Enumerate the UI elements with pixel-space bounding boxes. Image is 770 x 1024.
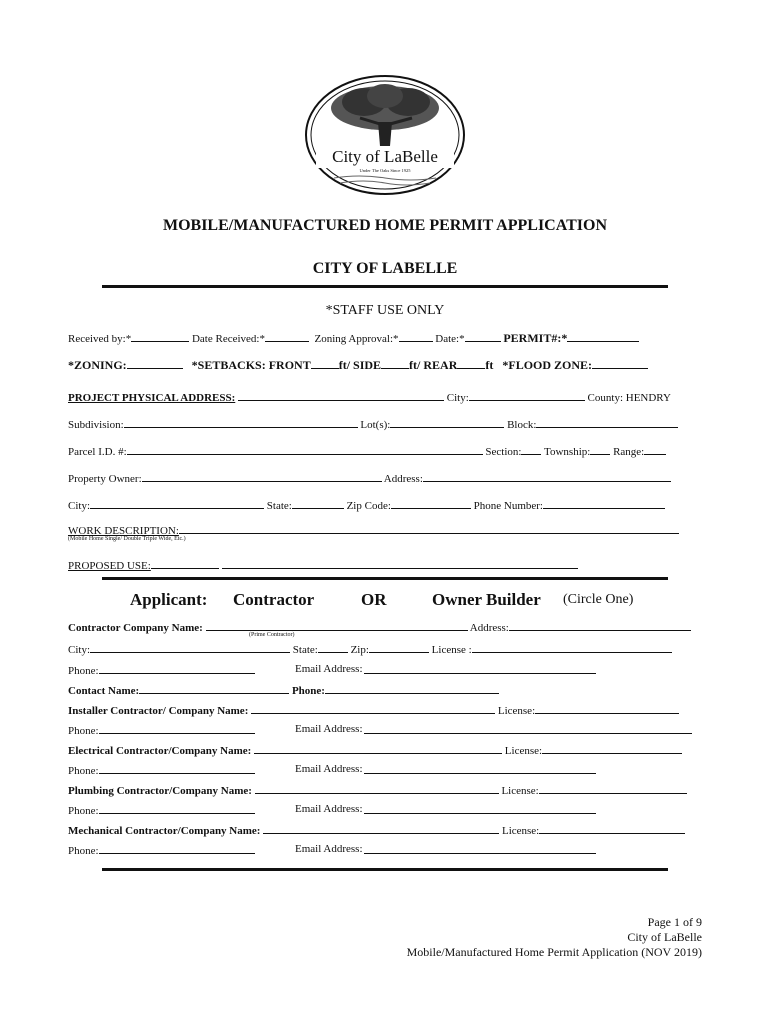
plumbing-row: [68, 783, 698, 797]
work-description-row: [68, 523, 698, 537]
range-field[interactable]: [644, 444, 666, 455]
mechanical-company-label: Mechanical Contractor/Company Name:: [68, 825, 261, 837]
footer-org: City of LaBelle: [627, 930, 702, 944]
setback-rear-field[interactable]: [457, 358, 485, 369]
page-title: MOBILE/MANUFACTURED HOME PERMIT APPLICATION: [162, 217, 607, 234]
proposed-use-label: PROPOSED USE:: [68, 560, 151, 572]
contractor-email-field[interactable]: [364, 663, 596, 674]
block-label: Block:: [507, 419, 537, 431]
page-footer: [407, 915, 702, 960]
contractor-email-label: Email Address:: [295, 663, 363, 675]
contractor-city-field[interactable]: [90, 642, 290, 653]
page-subtitle: CITY OF LABELLE: [312, 260, 458, 277]
contractor-city-row: [68, 642, 698, 656]
property-owner-label: Property Owner:: [68, 473, 142, 485]
section-field[interactable]: [521, 444, 541, 455]
zoning-approval-label: Zoning Approval:*: [314, 333, 399, 345]
installer-phone-row: [68, 723, 698, 737]
electrical-email-label: Email Address:: [295, 763, 363, 775]
contractor-state-label: State:: [292, 644, 318, 656]
divider: [102, 577, 668, 580]
mechanical-company-field[interactable]: [263, 823, 499, 834]
plumbing-email-label: Email Address:: [295, 803, 363, 815]
county-label: County: HENDRY: [587, 392, 671, 404]
owner-zip-field[interactable]: [391, 498, 471, 509]
owner-state-field[interactable]: [292, 498, 344, 509]
installer-company-field[interactable]: [251, 703, 495, 714]
range-label: Range:: [613, 446, 645, 458]
proposed-use-field-2[interactable]: [222, 558, 578, 569]
plumbing-license-label: License:: [501, 785, 539, 797]
project-address-row: [68, 390, 698, 404]
electrical-license-label: License:: [504, 745, 543, 757]
permit-label: PERMIT#:*: [503, 331, 568, 345]
plumbing-phone-row: [68, 803, 698, 817]
contractor-license-field[interactable]: [472, 642, 672, 653]
project-city-field[interactable]: [469, 390, 585, 401]
contractor-address-label: Address:: [469, 622, 509, 634]
divider: [102, 868, 668, 871]
permit-field[interactable]: [567, 331, 639, 342]
contractor-company-field[interactable]: [206, 620, 468, 631]
subdivision-row: [68, 417, 698, 431]
electrical-company-label: Electrical Contractor/Company Name:: [68, 745, 252, 757]
installer-license-label: License:: [497, 705, 536, 717]
electrical-phone-row: [68, 763, 698, 777]
side-label: ft/ SIDE: [338, 358, 382, 372]
installer-row: [68, 703, 698, 717]
electrical-phone-field[interactable]: [99, 763, 255, 774]
plumbing-company-label: Plumbing Contractor/Company Name:: [68, 785, 252, 797]
city-logo-seal: [304, 74, 466, 196]
flood-zone-label: *FLOOD ZONE:: [502, 358, 593, 372]
installer-phone-label: Phone:: [68, 725, 99, 737]
footer-doc-title: Mobile/Manufactured Home Permit Application (NOV 2019): [406, 945, 702, 959]
contractor-company-label: Contractor Company Name:: [68, 622, 203, 634]
owner-city-field[interactable]: [90, 498, 264, 509]
township-field[interactable]: [590, 444, 610, 455]
date-received-label: Date Received:*: [191, 333, 265, 345]
contractor-zip-field[interactable]: [369, 642, 429, 653]
setback-front-field[interactable]: [311, 358, 339, 369]
divider: [102, 285, 668, 288]
installer-company-label: Installer Contractor/ Company Name:: [68, 705, 249, 717]
project-address-label: PROJECT PHYSICAL ADDRESS:: [68, 392, 236, 404]
electrical-company-field[interactable]: [254, 743, 502, 754]
applicant-label: Applicant:: [130, 590, 208, 609]
plumbing-phone-field[interactable]: [99, 803, 255, 814]
mechanical-phone-field[interactable]: [99, 843, 255, 854]
work-description-hint: (Mobile Home Single/ Double Triple Wide, Etc.): [68, 536, 186, 542]
section-label: Section:: [485, 446, 522, 458]
township-label: Township:: [544, 446, 591, 458]
date-received-field[interactable]: [265, 331, 309, 342]
plumbing-email-field[interactable]: [364, 803, 596, 814]
date-label: Date:*: [435, 333, 465, 345]
plumbing-phone-label: Phone:: [68, 805, 99, 817]
or-label: OR: [361, 590, 387, 609]
electrical-row: [68, 743, 698, 757]
ft-label: ft: [485, 358, 494, 372]
lots-label: Lot(s):: [360, 419, 391, 431]
setbacks-label: *SETBACKS: FRONT: [191, 358, 311, 372]
owner-address-field[interactable]: [423, 471, 671, 482]
electrical-license-field[interactable]: [542, 743, 682, 754]
received-by-label: Received by:*: [68, 333, 132, 345]
staff-use-heading: *STAFF USE ONLY: [325, 303, 445, 318]
circle-one-hint: (Circle One): [563, 592, 634, 607]
contact-name-field[interactable]: [139, 683, 289, 694]
contractor-phone-row: [68, 663, 698, 677]
proposed-use-row: [68, 558, 698, 572]
contact-phone-label: Phone:: [291, 685, 325, 697]
installer-phone-field[interactable]: [99, 723, 255, 734]
owner-phone-field[interactable]: [543, 498, 665, 509]
installer-license-field[interactable]: [535, 703, 679, 714]
lots-field[interactable]: [390, 417, 504, 428]
owner-city-label: City:: [68, 500, 91, 512]
proposed-use-field-1[interactable]: [151, 558, 219, 569]
setback-side-field[interactable]: [381, 358, 409, 369]
contractor-license-label: License :: [431, 644, 472, 656]
staff-row-2: [68, 358, 698, 373]
block-field[interactable]: [536, 417, 678, 428]
mechanical-email-label: Email Address:: [295, 843, 363, 855]
installer-email-field[interactable]: [364, 723, 692, 734]
subdivision-label: Subdivision:: [68, 419, 124, 431]
contractor-company-row: [68, 620, 698, 634]
subdivision-field[interactable]: [124, 417, 358, 428]
electrical-email-field[interactable]: [364, 763, 596, 774]
mechanical-phone-row: [68, 843, 698, 857]
contact-name-label: Contact Name:: [68, 685, 140, 697]
zoning-label: *ZONING:: [68, 358, 127, 372]
staff-row-1: [68, 331, 698, 346]
owner-phone-label: Phone Number:: [473, 500, 543, 512]
electrical-phone-label: Phone:: [68, 765, 99, 777]
property-owner-row: [68, 471, 698, 485]
zoning-approval-field[interactable]: [399, 331, 433, 342]
contractor-city-label: City:: [68, 644, 91, 656]
flood-zone-field[interactable]: [592, 358, 648, 369]
mechanical-phone-label: Phone:: [68, 845, 99, 857]
installer-email-label: Email Address:: [295, 723, 363, 735]
received-by-field[interactable]: [131, 331, 189, 342]
plumbing-company-field[interactable]: [255, 783, 499, 794]
owner-builder-option[interactable]: Owner Builder: [432, 590, 541, 609]
page-number: Page 1 of 9: [647, 915, 702, 929]
date-field[interactable]: [465, 331, 501, 342]
contractor-state-field[interactable]: [318, 642, 348, 653]
work-description-label: WORK DESCRIPTION:: [68, 525, 179, 537]
property-owner-field[interactable]: [142, 471, 382, 482]
project-address-field[interactable]: [238, 390, 444, 401]
owner-city-row: [68, 498, 698, 512]
plumbing-license-field[interactable]: [539, 783, 687, 794]
prime-contractor-hint: (Prime Contractor): [249, 632, 295, 638]
svg-text:Under The Oaks Since 1925: Under The Oaks Since 1925: [359, 168, 411, 173]
work-description-field[interactable]: [179, 523, 679, 534]
contact-phone-field[interactable]: [325, 683, 499, 694]
parcel-label: Parcel I.D. #:: [68, 446, 127, 458]
owner-address-label: Address:: [383, 473, 423, 485]
mechanical-license-label: License:: [501, 825, 540, 837]
contractor-option[interactable]: Contractor: [233, 590, 315, 609]
owner-state-label: State:: [266, 500, 292, 512]
parcel-row: [68, 444, 698, 458]
mechanical-email-field[interactable]: [364, 843, 596, 854]
mechanical-license-field[interactable]: [539, 823, 685, 834]
contractor-phone-label: Phone:: [68, 665, 99, 677]
zoning-field[interactable]: [127, 358, 183, 369]
contractor-zip-label: Zip:: [350, 644, 369, 656]
svg-text:City of LaBelle: City of LaBelle: [332, 147, 438, 166]
contractor-phone-field[interactable]: [99, 663, 255, 674]
mechanical-row: [68, 823, 698, 837]
contact-row: [68, 683, 698, 697]
project-city-label: City:: [446, 392, 469, 404]
owner-zip-label: Zip Code:: [346, 500, 391, 512]
rear-label: ft/ REAR: [409, 358, 458, 372]
parcel-field[interactable]: [127, 444, 483, 455]
contractor-address-field[interactable]: [509, 620, 691, 631]
